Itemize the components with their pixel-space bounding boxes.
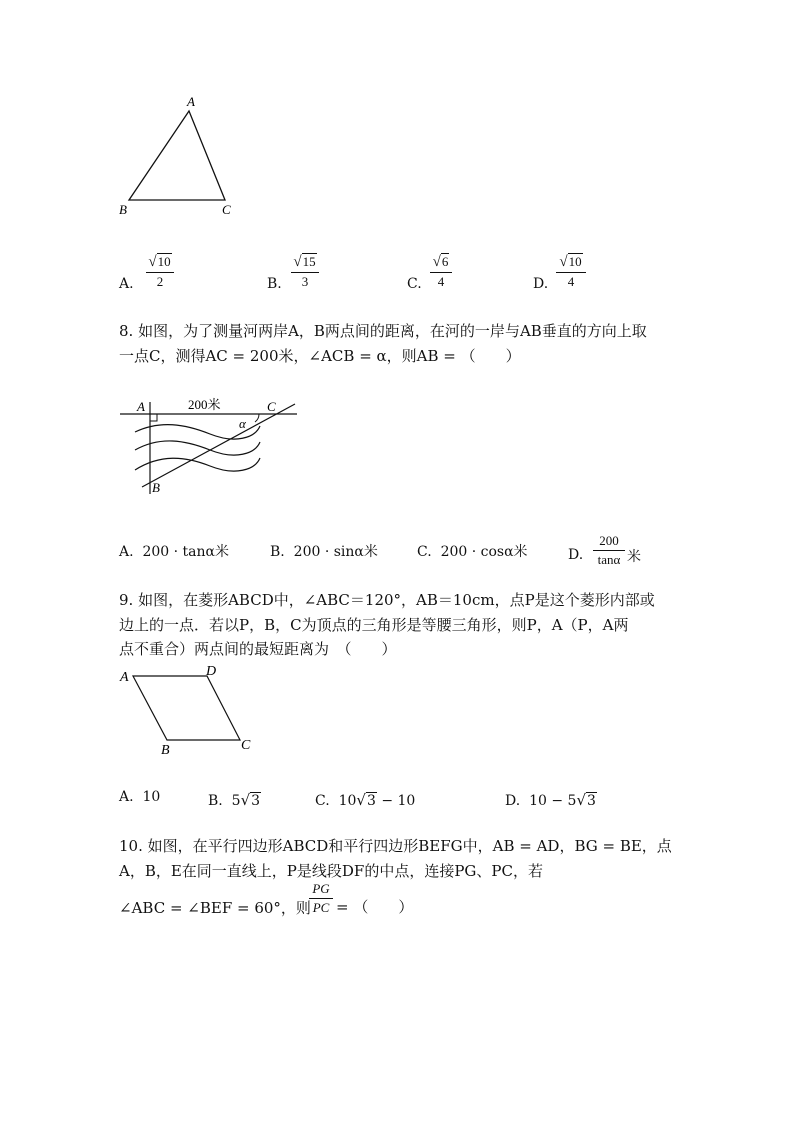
rhombus-label-c: C [241,738,251,753]
river-label-b: B [152,480,160,495]
q9-line-2: 边上的一点．若以P，B，C为顶点的三角形是等腰三角形，则P，A（P，A两 [119,616,629,634]
q9-option-b[interactable]: B. 5√3 [208,791,261,809]
river-label-a: A [137,399,145,414]
vertex-label-c: C [222,202,231,217]
q9-option-a[interactable]: A. 10 [119,789,161,805]
q8-option-c-value: 200 · cosα米 [440,544,528,560]
rhombus-figure [115,662,265,757]
q8-option-a-value: 200 · tanα米 [142,544,229,560]
rhombus-label-d: D [206,664,217,679]
q10-fraction: PG PC [309,881,333,916]
vertex-label-b: B [119,202,127,217]
q9-option-a-value: 10 [142,789,161,805]
q7-option-d-value: √10 4 [556,253,586,290]
q7-option-d[interactable]: D. [533,276,549,292]
q9-option-d[interactable]: D. 10 − 5√3 [505,791,596,809]
q8-option-d[interactable]: D. [568,547,584,563]
river-label-c: C [267,399,276,414]
vertex-label-a: A [187,94,195,109]
q10-line-2: A，B，E在同一直线上，P是线段DF的中点，连接PG、PC，若 [119,862,543,880]
q10-line-1: 10. 如图，在平行四边形ABCD和平行四边形BEFG中，AB = AD，BG = BE，点 [119,837,672,855]
q8-option-d-fraction: 200 tanα [593,533,625,568]
q7-option-c-value: √6 4 [430,253,452,290]
q7-option-a-value: √10 2 [146,253,174,290]
q8-line-2: 一点C，测得AC = 200米，∠ACB = α，则AB = （ ） [119,347,521,365]
q10-line-3: ∠ABC = ∠BEF = 60°，则 [119,899,311,917]
q7-option-c[interactable]: C. [407,276,422,292]
rhombus-label-b: B [161,743,170,757]
q9-option-c-value: 10√3 − 10 [338,791,416,809]
q8-option-c[interactable]: C. 200 · cosα米 [417,544,528,560]
q9-line-1: 9. 如图，在菱形ABCD中，∠ABC＝120°，AB＝10cm，点P是这个菱形内部或 [119,591,655,609]
q8-option-b-value: 200 · sinα米 [293,544,378,560]
river-label-dist: 200米 [188,397,221,412]
river-label-alpha: α [239,416,246,431]
q8-option-a[interactable]: A. 200 · tanα米 [119,544,229,560]
q9-option-d-value: 10 − 5√3 [529,791,596,809]
q8-option-b[interactable]: B. 200 · sinα米 [270,544,378,560]
q9-option-c[interactable]: C. 10√3 − 10 [315,791,416,809]
q9-option-b-value: 5√3 [231,791,261,809]
q7-option-b[interactable]: B. [267,276,282,292]
q7-option-b-value: √15 3 [291,253,319,290]
q8-line-1: 8. 如图，为了测量河两岸A，B两点间的距离，在河的一岸与AB垂直的方向上取 [119,322,647,340]
rhombus-label-a: A [120,670,129,685]
q10-line-3-end: = （ ） [336,898,414,916]
q8-option-d-unit: 米 [627,549,641,565]
river-figure [115,392,305,502]
q9-line-3: 点不重合）两点间的最短距离为 （ ） [119,640,397,658]
q7-option-a[interactable]: A. [119,276,134,292]
triangle-figure [110,92,250,222]
